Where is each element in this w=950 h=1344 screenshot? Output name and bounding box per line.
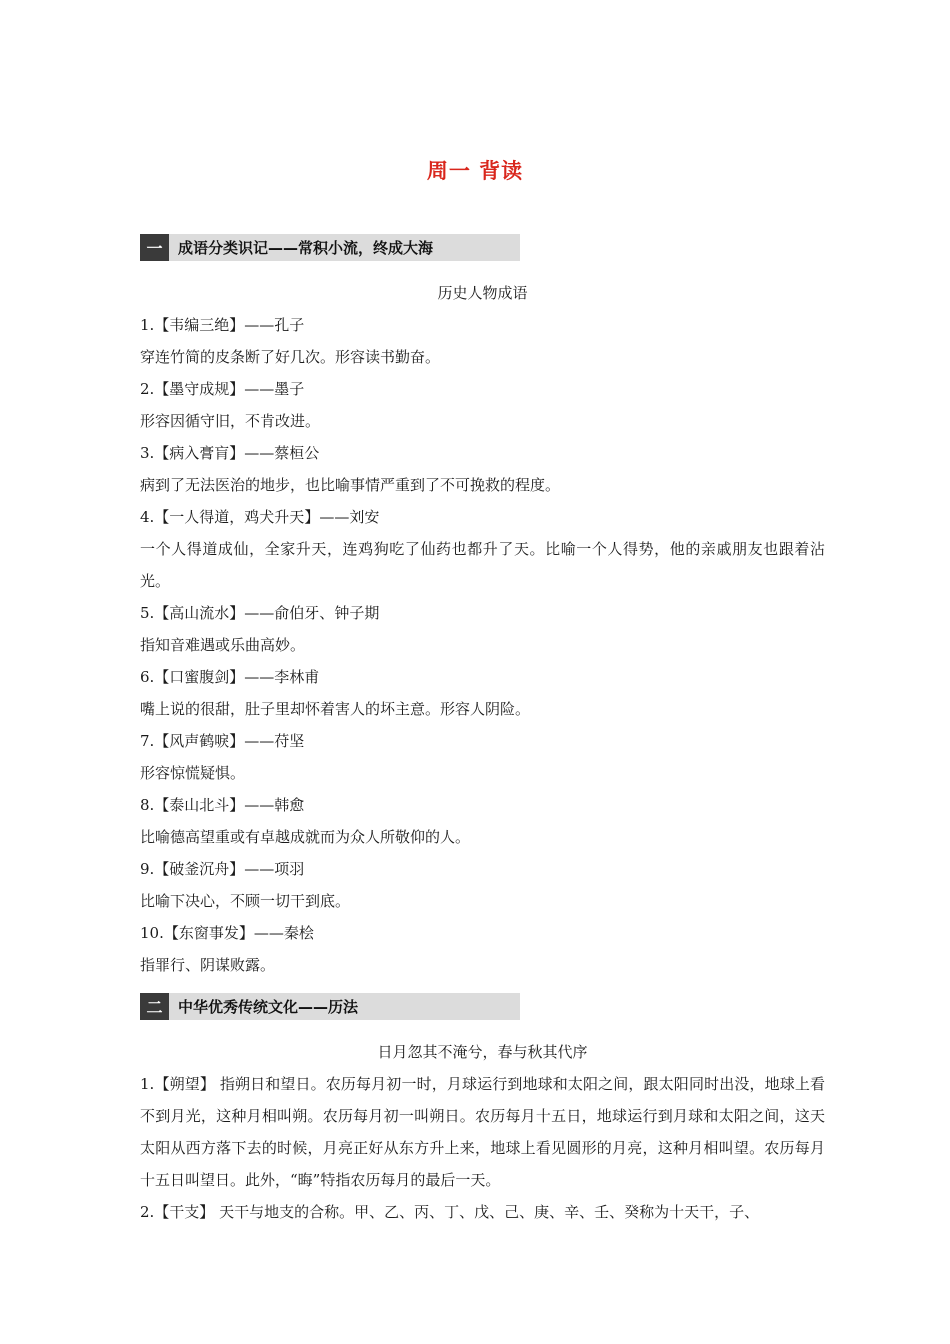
section-title-2: 中华优秀传统文化——历法 xyxy=(178,998,359,1016)
idiom-definition: 比喻德高望重或有卓越成就而为众人所敬仰的人。 xyxy=(140,828,471,846)
section-subtitle-1: 历史人物成语 xyxy=(437,284,528,302)
idiom-heading: 7.【风声鹤唳】——苻坚 xyxy=(140,732,305,750)
idiom-heading: 6.【口蜜腹剑】——李林甫 xyxy=(140,668,320,686)
idiom-heading: 10.【东窗事发】——秦桧 xyxy=(140,924,314,942)
idiom-heading: 4.【一人得道，鸡犬升天】——刘安 xyxy=(140,508,380,526)
idiom-definition: 一个人得道成仙，全家升天，连鸡狗吃了仙药也都升了天。比喻一个人得势，他的亲戚朋友也跟着沾光。 xyxy=(140,540,825,590)
section-header-2 xyxy=(140,993,520,1020)
section-body-1 xyxy=(140,277,825,981)
idiom-heading: 8.【泰山北斗】——韩愈 xyxy=(140,796,305,814)
idiom-definition: 形容因循守旧，不肯改进。 xyxy=(140,412,321,430)
section-subtitle-2: 日月忽其不淹兮，春与秋其代序 xyxy=(377,1043,588,1061)
idiom-heading: 2.【墨守成规】——墨子 xyxy=(140,380,305,398)
idiom-definition: 形容惊慌疑惧。 xyxy=(140,764,246,782)
idiom-definition: 指罪行、阴谋败露。 xyxy=(140,956,276,974)
section-header-1 xyxy=(140,234,520,261)
idiom-definition: 比喻下决心，不顾一切干到底。 xyxy=(140,892,351,910)
idiom-definition: 指知音难遇或乐曲高妙。 xyxy=(140,636,306,654)
paragraph: 1.【朔望】 指朔日和望日。农历每月初一时，月球运行到地球和太阳之间，跟太阳同时出没，地球上看不到月光，这种月相叫朔。农历每月初一叫朔日。农历每月十五日，地球运行到月球和太阳之间，这天太阳从西方落下去的时候，月亮正好从东方升上来，地球上看见圆形的月亮，这种月相叫望。农历每月十五日叫望日。此外，“晦”特指农历每月的最后一天。 xyxy=(140,1075,825,1189)
idiom-heading: 5.【高山流水】——俞伯牙、钟子期 xyxy=(140,604,380,622)
idiom-definition: 嘴上说的很甜，肚子里却怀着害人的坏主意。形容人阴险。 xyxy=(140,700,531,718)
idiom-definition: 病到了无法医治的地步，也比喻事情严重到了不可挽救的程度。 xyxy=(140,476,561,494)
section-number-1: 一 xyxy=(140,234,169,261)
section-title-1: 成语分类识记——常积小流，终成大海 xyxy=(178,239,434,257)
idiom-heading: 3.【病入膏肓】——蔡桓公 xyxy=(140,444,320,462)
idiom-definition: 穿连竹简的皮条断了好几次。形容读书勤奋。 xyxy=(140,348,441,366)
page-title: 周一 背读 xyxy=(426,159,524,183)
idiom-heading: 1.【韦编三绝】——孔子 xyxy=(140,316,305,334)
idiom-heading: 9.【破釜沉舟】——项羽 xyxy=(140,860,305,878)
section-body-2 xyxy=(140,1036,825,1228)
section-number-2: 二 xyxy=(140,993,169,1020)
paragraph: 2.【干支】 天干与地支的合称。甲、乙、丙、丁、戊、己、庚、辛、壬、癸称为十天干，子、 xyxy=(140,1203,760,1221)
